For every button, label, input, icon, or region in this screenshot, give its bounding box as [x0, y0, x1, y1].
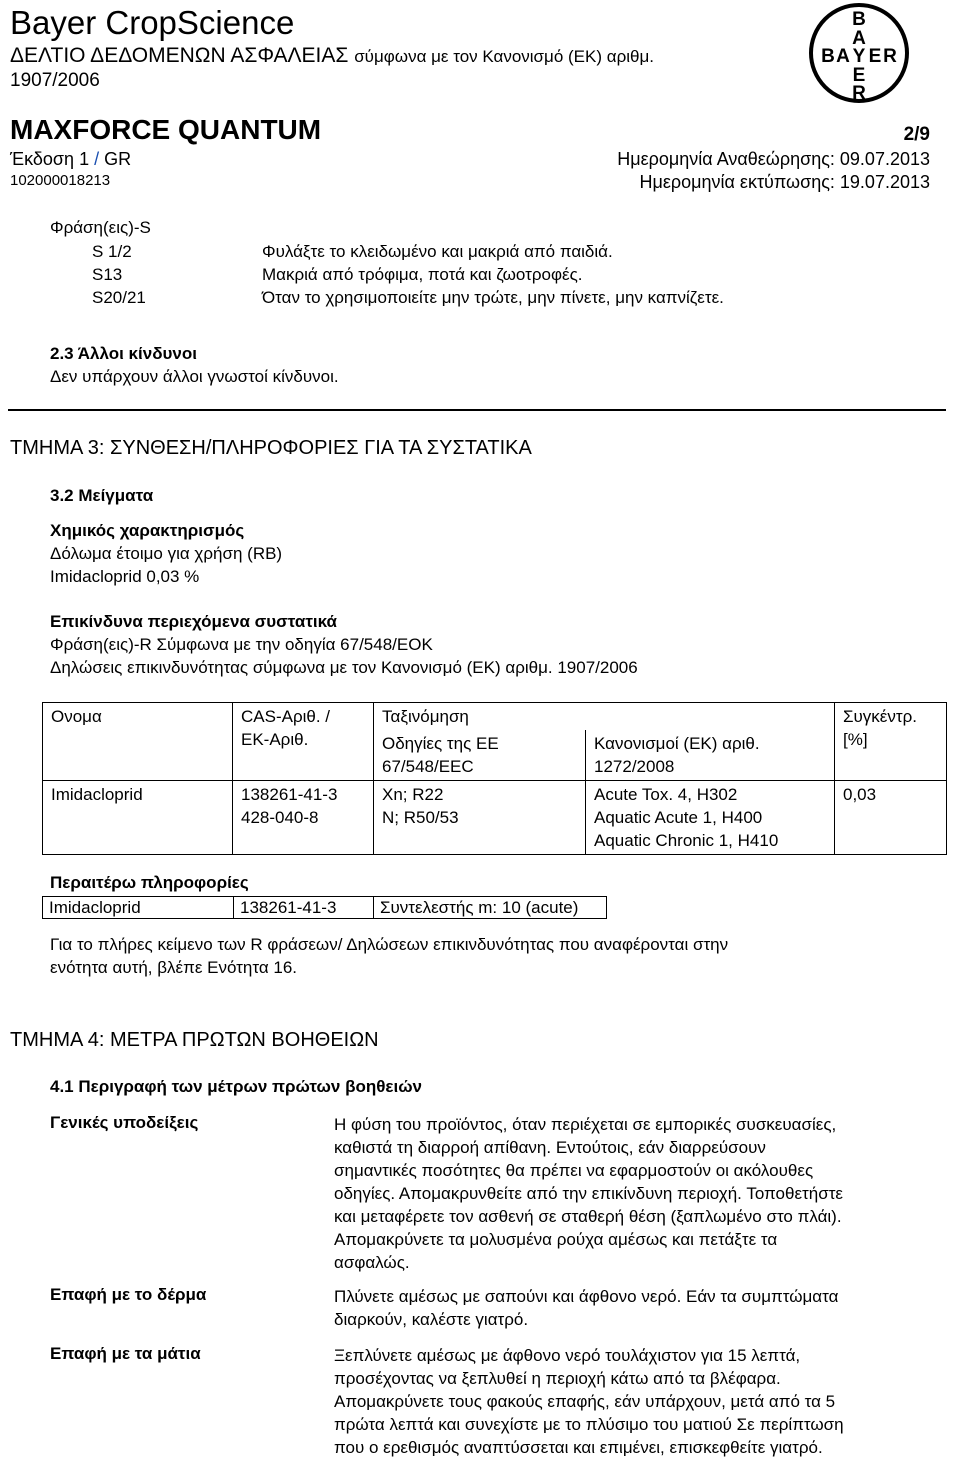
component-name-text: Imidacloprid	[51, 785, 143, 804]
sds-title-main: ΔΕΛΤΙΟ ΔΕΔΟΜΕΝΩΝ ΑΣΦΑΛΕΙΑΣ	[10, 44, 349, 67]
chemical-characterization-line: Imidacloprid 0,03 %	[50, 567, 200, 586]
column-header-classification	[374, 703, 835, 731]
edition-number: 1	[79, 149, 90, 169]
edition-label: Έκδοση	[10, 149, 75, 169]
column-header-cas-line: ΕΚ-Αριθ.	[241, 730, 309, 749]
column-header-cas-line: CAS-Αριθ. /	[241, 707, 331, 726]
column-header-ec-regulation	[586, 730, 835, 781]
text-line: πρώτα λεπτά και συνεχίστε με το πλύσιμο του ματιού Σε περίπτωση	[334, 1415, 844, 1434]
logo-letter-e: E	[852, 65, 866, 86]
edition	[10, 149, 131, 170]
component-directive-line: Xn; R22	[382, 785, 444, 804]
chemical-characterization-heading: Χημικός χαρακτηρισμός	[50, 521, 245, 540]
chemical-characterization-line: Δόλωμα έτοιμο για χρήση (RB)	[50, 544, 283, 563]
s-phrase-text: Μακριά από τρόφιμα, ποτά και ζωοτροφές.	[262, 265, 583, 284]
component-regulation-line: Acute Tox. 4, H302	[594, 785, 738, 804]
component-concentration	[835, 781, 947, 855]
table-row	[43, 897, 607, 919]
logo-letter-a: A	[852, 28, 866, 49]
logo-word-bayer-y: Y	[852, 46, 866, 67]
hazardous-components-line: Φράση(εις)-R Σύμφωνα με την οδηγία 67/548/ΕΟΚ	[50, 635, 433, 654]
further-info-cas: 138261-41-3	[234, 897, 374, 919]
text-line: Η φύση του προϊόντος, όταν περιέχεται σε εμπορικές συσκευασίες,	[334, 1115, 837, 1134]
further-info-m-factor: Συντελεστής m: 10 (acute)	[374, 897, 607, 919]
edition-language: GR	[104, 149, 132, 169]
column-header-name	[43, 703, 233, 781]
text-line: Ξεπλύνετε αμέσως με άφθονο νερό τουλάχιστον για 15 λεπτά,	[334, 1346, 801, 1365]
hazardous-components-heading: Επικίνδυνα περιεχόμενα συστατικά	[50, 612, 338, 631]
revision-date: Ημερομηνία Αναθεώρησης: 09.07.2013	[617, 149, 930, 169]
logo-letter-e2: E	[868, 46, 882, 67]
s-phrase-code: S 1/2	[92, 242, 132, 261]
other-hazards-text: Δεν υπάρχουν άλλοι γνωστοί κίνδυνοι.	[50, 367, 339, 386]
further-information-heading: Περαιτέρω πληροφορίες	[50, 873, 249, 892]
component-ec-number: 428-040-8	[241, 808, 319, 827]
column-header-eu-directive-line: 67/548/EEC	[382, 757, 474, 776]
text-line: προσέχοντας να ξεπλυθεί η περιοχή κάτω από τα βλέφαρα.	[334, 1369, 781, 1388]
further-information-table	[42, 896, 607, 919]
other-hazards-heading: 2.3 Άλλοι κίνδυνοι	[50, 344, 197, 363]
text-line: Απομακρύνετε τους φακούς επαφής, εάν υπάρχουν, μετά από τα 5	[334, 1392, 836, 1411]
column-header-concentration	[835, 703, 947, 781]
column-header-ec-regulation-line: Κανονισμοί (ΕΚ) αριθ.	[594, 734, 760, 753]
logo-letter-b: B	[852, 9, 866, 30]
first-aid-text-general	[334, 1113, 934, 1274]
text-line: διαρκούν, καλέστε γιατρό.	[334, 1310, 529, 1329]
text-line: ασφαλώς.	[334, 1253, 410, 1272]
print-date: Ημερομηνία εκτύπωσης: 19.07.2013	[639, 172, 930, 192]
sds-title-suffix: σύμφωνα με τον Κανονισμό (ΕΚ) αριθμ.	[354, 47, 654, 66]
bayer-cross-logo	[807, 1, 911, 105]
text-line: σημαντικές ποσότητες θα πρέπει να εφαρμοστούν οι ακόλουθες	[334, 1161, 814, 1180]
sds-title	[10, 44, 654, 68]
text-line: οδηγίες. Απομακρυνθείτε από την επικίνδυνη περιοχή. Τοποθετήστε	[334, 1184, 843, 1203]
first-aid-label-eyes: Επαφή με τα μάτια	[50, 1344, 201, 1363]
text-line: Απομακρύνετε τα μολυσμένα ρούχα αμέσως και πετάξτε τα	[334, 1230, 778, 1249]
edition-separator: /	[94, 149, 100, 169]
company-name: Bayer CropScience	[10, 4, 295, 41]
section-3-title: ΤΜΗΜΑ 3: ΣΥΝΘΕΣΗ/ΠΛΗΡΟΦΟΡΙΕΣ ΓΙΑ ΤΑ ΣΥΣΤΑΤΙΚΑ	[10, 437, 532, 459]
logo-letter-r: R	[852, 83, 866, 104]
first-aid-text-eyes	[334, 1344, 934, 1459]
logo-letter-r2: R	[883, 46, 897, 67]
section-divider	[8, 409, 946, 411]
s-phrase-code: S13	[92, 265, 123, 284]
product-name: MAXFORCE QUANTUM	[10, 114, 322, 145]
r-phrases-note-line: Για το πλήρες κείμενο των R φράσεων/ Δηλώσεων επικινδυνότητας που αναφέρονται στην	[50, 935, 729, 954]
component-eu-directive-class	[374, 781, 586, 855]
mixtures-heading: 3.2 Μείγματα	[50, 486, 154, 505]
s-phrase-text: Φυλάξτε το κλειδωμένο και μακριά από παιδιά.	[262, 242, 613, 261]
column-header-eu-directive-line: Οδηγίες της ΕΕ	[382, 734, 499, 753]
page-number: 2/9	[903, 124, 930, 145]
table-row	[43, 781, 947, 855]
component-name	[43, 781, 233, 855]
s-phrase-text: Όταν το χρησιμοποιείτε μην τρώτε, μην πίνετε, μην καπνίζετε.	[262, 288, 724, 307]
r-phrases-note-line: ενότητα αυτή, βλέπε Ενότητα 16.	[50, 958, 297, 977]
text-line: καθιστά τη διαρροή απίθανη. Εντούτοις, εάν διαρρεύσουν	[334, 1138, 766, 1157]
s-phrases-heading: Φράση(εις)-S	[50, 218, 151, 237]
text-line: Πλύνετε αμέσως με σαπούνι και άφθονο νερό. Εάν τα συμπτώματα	[334, 1287, 839, 1306]
column-header-classification-text: Ταξινόμηση	[382, 707, 469, 726]
column-header-name-text: Ονομα	[51, 707, 102, 726]
s-phrase-code: S20/21	[92, 288, 146, 307]
component-directive-line: N; R50/53	[382, 808, 459, 827]
component-regulation-line: Aquatic Acute 1, H400	[594, 808, 763, 827]
column-header-concentration-line: [%]	[843, 730, 868, 749]
column-header-ec-regulation-line: 1272/2008	[594, 757, 675, 776]
further-info-name: Imidacloprid	[43, 897, 234, 919]
column-header-cas	[233, 703, 374, 781]
first-aid-heading: 4.1 Περιγραφή των μέτρων πρώτων βοηθειών	[50, 1077, 423, 1096]
text-line: και μεταφέρετε τον ασθενή σε σταθερή θέση (ξαπλωμένο στο πλάι).	[334, 1207, 842, 1226]
component-ec-regulation-class	[586, 781, 835, 855]
document-number: 102000018213	[10, 172, 111, 189]
column-header-concentration-line: Συγκέντρ.	[843, 707, 917, 726]
first-aid-label-skin: Επαφή με το δέρμα	[50, 1285, 207, 1304]
text-line: που ο ερεθισμός αναπτύσσεται και επιμένει, επισκεφθείτε γιατρό.	[334, 1438, 823, 1457]
component-cas-ec	[233, 781, 374, 855]
composition-table	[42, 702, 947, 855]
component-concentration-text: 0,03	[843, 785, 877, 804]
regulation-number: 1907/2006	[10, 70, 100, 91]
section-4-title: ΤΜΗΜΑ 4: ΜΕΤΡΑ ΠΡΩΤΩΝ ΒΟΗΘΕΙΩΝ	[10, 1029, 379, 1051]
component-cas-number: 138261-41-3	[241, 785, 338, 804]
table-header-row	[43, 703, 947, 731]
component-regulation-line: Aquatic Chronic 1, H410	[594, 831, 779, 850]
first-aid-label-general: Γενικές υποδείξεις	[50, 1113, 199, 1132]
column-header-eu-directive	[374, 730, 586, 781]
logo-letter-a2: A	[836, 46, 850, 67]
first-aid-text-skin	[334, 1285, 934, 1331]
logo-letter-b2: B	[821, 46, 835, 67]
hazardous-components-line: Δηλώσεις επικινδυνότητας σύμφωνα με τον Κανονισμό (ΕΚ) αριθμ. 1907/2006	[50, 658, 638, 677]
